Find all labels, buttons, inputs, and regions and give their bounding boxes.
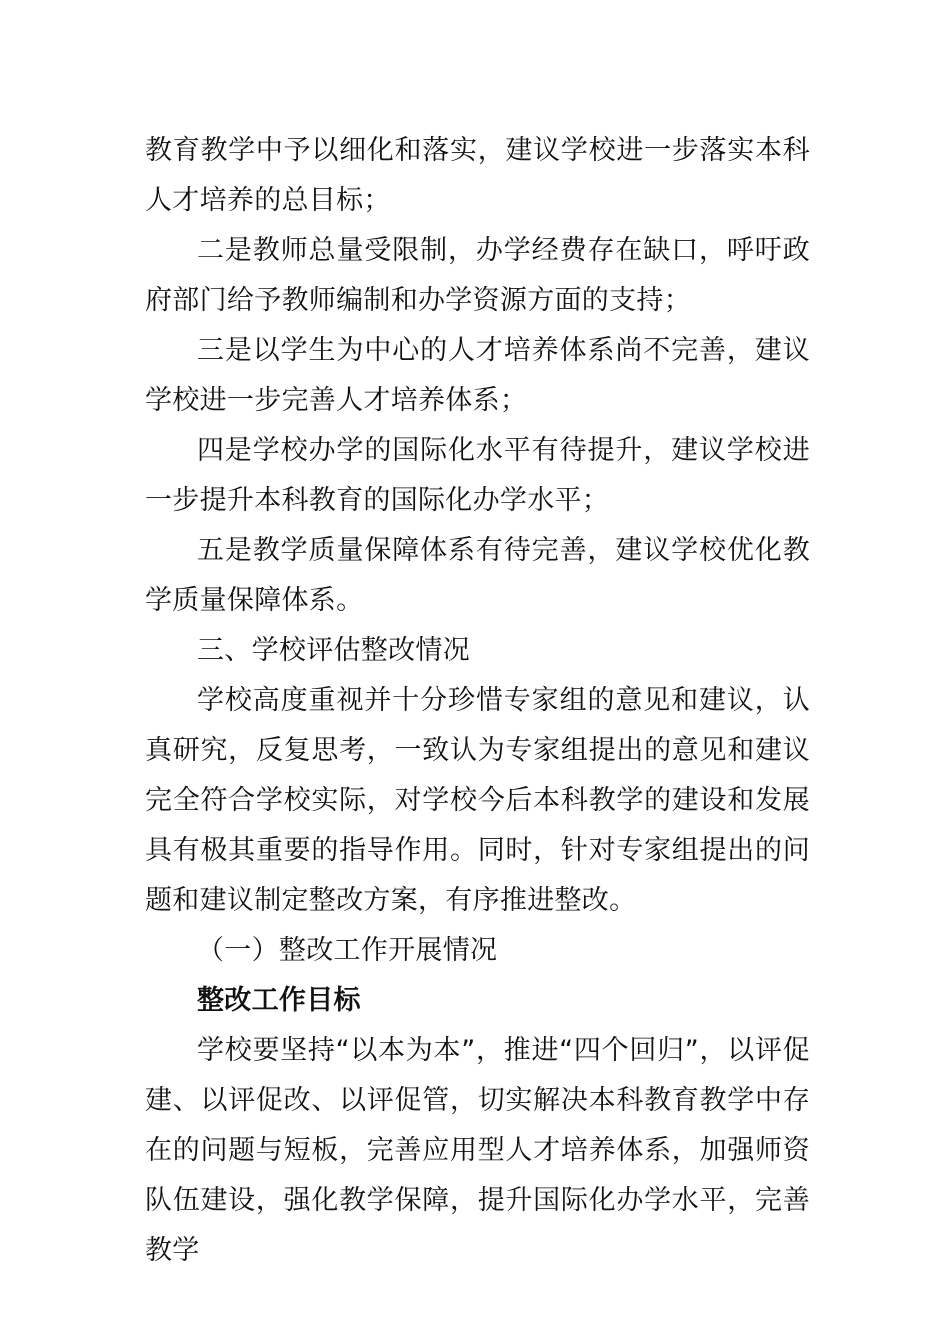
paragraph-issue-five: 五是教学质量保障体系有待完善，建议学校优化教学质量保障体系。 — [145, 535, 810, 616]
paragraph-goals: 学校要坚持“以本为本”，推进“四个回归”，以评促建、以评促改、以评促管，切实解决本科教育教学中存在的问题与短板，完善应用型人才培养体系，加强师资队伍建设，强化教学保障，提升国际化办学水平，完善教学 — [145, 1035, 810, 1266]
paragraph-issue-four: 四是学校办学的国际化水平有待提升，建议学校进一步提升本科教育的国际化办学水平； — [145, 435, 810, 516]
section-heading: 三、学校评估整改情况 — [197, 635, 470, 666]
paragraph-issue-three: 三是以学生为中心的人才培养体系尚不完善，建议学校进一步完善人才培养体系； — [145, 335, 810, 416]
document-body — [145, 126, 810, 1276]
paragraph-issue-two: 二是教师总量受限制，办学经费存在缺口，呼吁政府部门给予教师编制和办学资源方面的支持； — [145, 235, 810, 316]
subsection-heading: （一）整改工作开展情况 — [197, 935, 498, 966]
bold-heading: 整改工作目标 — [197, 985, 361, 1016]
paragraph-continuation: 教育教学中予以细化和落实，建议学校进一步落实本科人才培养的总目标； — [145, 135, 810, 216]
paragraph-school-response: 学校高度重视并十分珍惜专家组的意见和建议，认真研究，反复思考，一致认为专家组提出的意见和建议完全符合学校实际，对学校今后本科教学的建设和发展具有极其重要的指导作用。同时，针对专家组提出的问题和建议制定整改方案，有序推进整改。 — [145, 685, 810, 916]
